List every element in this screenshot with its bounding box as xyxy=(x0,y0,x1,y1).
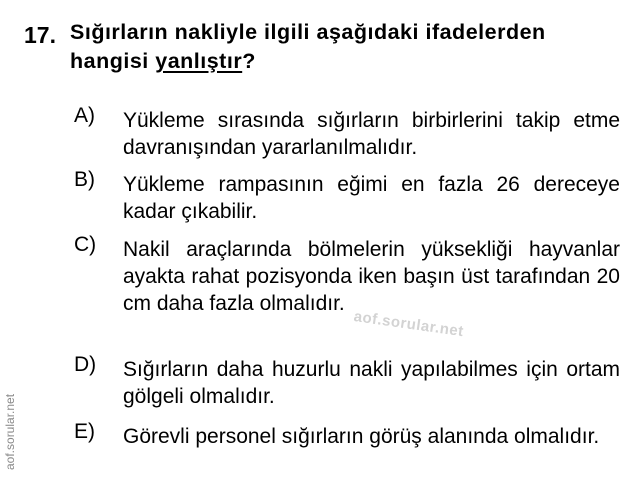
question-stem: Sığırların nakliyle ilgili aşağıdaki ifadelerden hangisi xyxy=(70,20,546,73)
watermark-center: aof.sorular.net xyxy=(352,308,465,341)
option-e-label: E) xyxy=(74,420,95,443)
option-b-text: Yükleme rampasının eğimi en fazla 26 dereceye kadar çıkabilir. xyxy=(123,173,620,223)
question-text xyxy=(70,18,630,76)
watermark-side: aof.sorular.net xyxy=(3,393,17,470)
option-d-text: Sığırların daha huzurlu nakli yapılabilmes için ortam gölgeli olmalıdır. xyxy=(123,358,620,408)
option-b-label: B) xyxy=(74,168,95,191)
option-c-label: C) xyxy=(74,233,97,256)
question-number: 17. xyxy=(24,22,56,48)
question-emphasis: yanlıştır xyxy=(155,49,243,73)
question-mark: ? xyxy=(242,49,256,73)
option-a-text: Yükleme sırasında sığırların birbirlerini takip etme davranışından yararlanılmalıdır. xyxy=(123,109,620,159)
option-c-text: Nakil araçlarında bölmelerin yüksekliği hayvanlar ayakta rahat pozisyonda iken başın üst tarafından 20 cm daha fazla olmalıdır. xyxy=(123,238,620,315)
option-a-label: A) xyxy=(74,104,95,127)
option-d-label: D) xyxy=(74,353,97,376)
option-e-text: Görevli personel sığırların görüş alanında olmalıdır. xyxy=(123,425,600,448)
